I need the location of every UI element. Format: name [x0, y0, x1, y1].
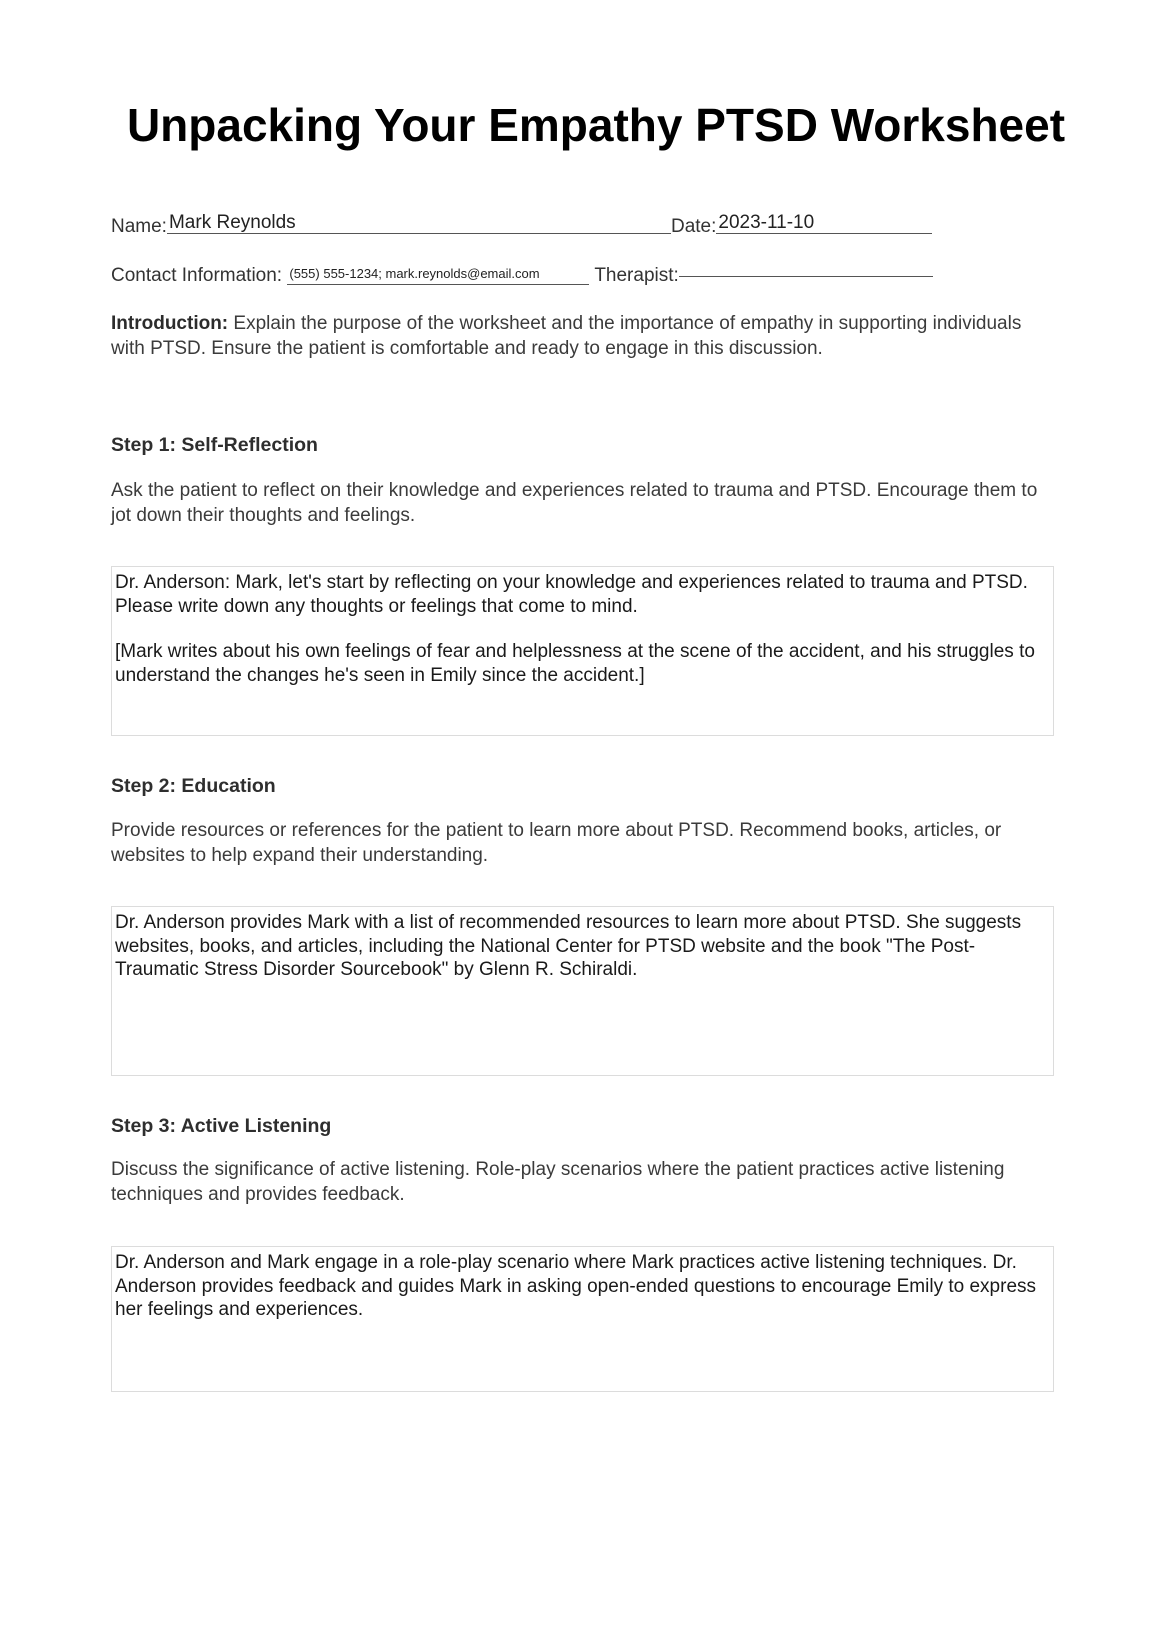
introduction — [111, 312, 1056, 361]
step-2-response-paragraph: Dr. Anderson provides Mark with a list of recommended resources to learn more about PTSD. She suggests websites, books, and articles, including the National Center for PTSD website and the book "The Post-Traumatic Stress Disorder Sourcebook" by Glenn R. Schiraldi. — [115, 912, 1022, 980]
step-3-heading: Step 3: Active Listening — [111, 1115, 332, 1137]
name-label: Name: — [111, 216, 167, 237]
step-1-response-paragraph: [Mark writes about his own feelings of fear and helplessness at the scene of the accident, and his struggles to understand the changes he's seen in Emily since the accident.] — [115, 641, 1035, 686]
introduction-label: Introduction: — [111, 313, 229, 334]
step-1-response-box[interactable] — [111, 566, 1054, 736]
step-1-response-paragraph: Dr. Anderson: Mark, let's start by reflecting on your knowledge and experiences related to trauma and PTSD. Please write down any thoughts or feelings that come to mind. — [115, 572, 1028, 617]
contact-label: Contact Information: — [111, 265, 283, 286]
date-field[interactable]: 2023-11-10 — [716, 213, 932, 234]
contact-field[interactable]: (555) 555-1234; mark.reynolds@email.com — [287, 264, 589, 285]
name-field[interactable]: Mark Reynolds — [167, 213, 671, 234]
contact-therapist-row — [111, 262, 933, 288]
step-2-response-box[interactable] — [111, 906, 1054, 1076]
therapist-field[interactable] — [679, 258, 933, 277]
date-label: Date: — [670, 216, 717, 237]
step-3-instructions: Discuss the significance of active listening. Role-play scenarios where the patient practices active listening techniques and provides feedback. — [111, 1159, 1005, 1205]
step-1-heading: Step 1: Self-Reflection — [111, 434, 318, 456]
step-2-heading: Step 2: Education — [111, 775, 276, 797]
name-date-row — [111, 212, 932, 238]
step-2-instructions: Provide resources or references for the patient to learn more about PTSD. Recommend books, articles, or websites to help expand their understanding. — [111, 820, 1002, 866]
step-3-response-paragraph: Dr. Anderson and Mark engage in a role-play scenario where Mark practices active listening techniques. Dr. Anderson provides feedback and guides Mark in asking open-ended questions to encourage Emily to express her feelings and experiences. — [115, 1252, 1037, 1320]
page-title: Unpacking Your Empathy PTSD Worksheet — [126, 99, 1066, 151]
therapist-label: Therapist: — [594, 265, 679, 286]
step-3-response-box[interactable] — [111, 1246, 1054, 1392]
introduction-text: Explain the purpose of the worksheet and the importance of empathy in supporting individuals with PTSD. Ensure the patient is comfortable and ready to engage in this discussion. — [111, 313, 1022, 359]
step-1-instructions: Ask the patient to reflect on their knowledge and experiences related to trauma and PTSD. Encourage them to jot down their thoughts and feelings. — [111, 480, 1038, 526]
